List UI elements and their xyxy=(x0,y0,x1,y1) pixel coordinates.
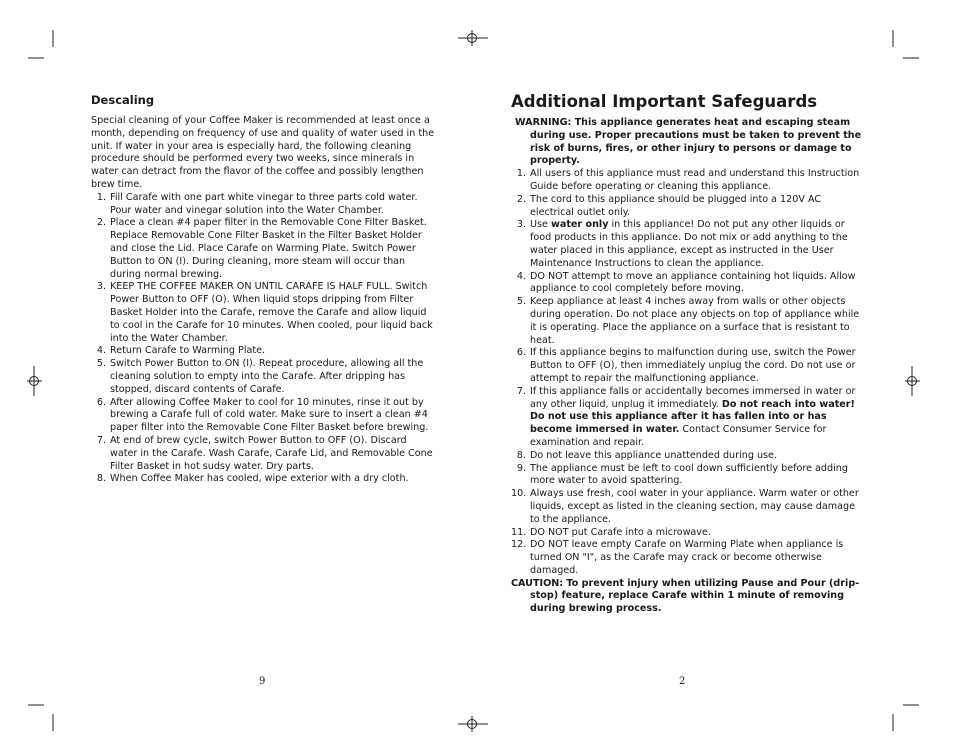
descaling-intro: Special cleaning of your Coffee Maker is recommended at least once a month, depending on frequency of use and quality of water used in the unit. If water in your area is especially hard, the following cleaning procedure should be performed every two weeks, since minerals in water can detract from the flavor of the coffee and possibly lengthen brew time. xyxy=(91,115,435,190)
list-item: 4. DO NOT attempt to move an appliance containing hot liquids. Allow appliance to cool completely before moving. xyxy=(516,270,856,295)
list-item: 2. The cord to this appliance should be plugged into a 120V AC electrical outlet only. xyxy=(516,193,822,218)
list-item: 10. Always use fresh, cool water in your appliance. Warm water or other liquids, except as listed in the cleaning section, may cause damage to the appliance. xyxy=(511,488,859,525)
registration-mark-top xyxy=(458,30,488,46)
list-item: 8. When Coffee Maker has cooled, wipe exterior with a dry cloth. xyxy=(96,473,409,485)
list-item: 9. The appliance must be left to cool down sufficiently before adding more water to avoid spattering. xyxy=(516,462,848,487)
left-page xyxy=(91,92,436,486)
list-item: 5. Keep appliance at least 4 inches away from walls or other objects during operation. Do not place any objects on top of appliance while it is operating. Place the appliance on a surface that is resistant to heat. xyxy=(516,296,860,346)
list-item: 6. If this appliance begins to malfunction during use, switch the Power Button to OFF (O), then immediately unplug the cord. Do not use or attempt to repair the malfunctioning appliance. xyxy=(516,347,856,384)
list-item: 7. At end of brew cycle, switch Power Button to OFF (O). Discard water in the Carafe. Wash Carafe, Carafe Lid, and Removable Cone Filter Basket in hot sudsy water. Dry parts. xyxy=(96,434,433,472)
list-item: 3. KEEP THE COFFEE MAKER ON UNTIL CARAFE IS HALF FULL. Switch Power Button to OFF (O). When liquid stops dripping from Filter Basket Holder into the Carafe, remove the Carafe and allow liquid to cool in the Carafe for 10 minutes. When cooled, pour liquid back into the Water Chamber. xyxy=(96,281,433,344)
caution-text: CAUTION: To prevent injury when utilizing Pause and Pour (drip-stop) feature, replace Carafe within 1 minute of removing during brewing process. xyxy=(511,577,860,615)
list-item: 11. DO NOT put Carafe into a microwave. xyxy=(511,526,711,538)
list-item: 6. After allowing Coffee Maker to cool for 10 minutes, rinse it out by brewing a Carafe full of cold water. Make sure to insert a clean #4 paper filter into the Removable Cone Filter Basket before brewing. xyxy=(96,396,429,434)
page-number-left: 9 xyxy=(259,676,266,687)
list-item: 1. All users of this appliance must read and understand this Instruction Guide before operating or cleaning this appliance. xyxy=(516,168,860,192)
list-item: 5. Switch Power Button to ON (I). Repeat procedure, allowing all the cleaning solution to empty into the Carafe. After dripping has stopped, discard contents of Carafe. xyxy=(96,358,424,395)
list-item: 4. Return Carafe to Warming Plate. xyxy=(96,345,266,357)
safeguards-heading: Additional Important Safeguards xyxy=(511,92,818,111)
registration-mark-left xyxy=(27,366,42,396)
list-item: 2. Place a clean #4 paper filter in the Removable Cone Filter Basket. Replace Removable Cone Filter Basket in the Filter Basket Holder and close the Lid. Place Carafe on Warming Plate. Switch Power Button to ON (I). During cleaning, more steam will occur than during normal brewing. xyxy=(96,217,427,280)
list-item: 1. Fill Carafe with one part white vinegar to three parts cold water. Pour water and vinegar solution into the Water Chamber. xyxy=(96,191,418,216)
list-item: 12. DO NOT leave empty Carafe on Warming Plate when appliance is turned ON "I", as the Carafe may crack or become otherwise damaged. xyxy=(511,539,844,576)
list-item: 3. Use water only in this appliance! Do not put any other liquids or food products in this appliance. Do not mix or add anything to the water placed in this appliance, except as instructed in the User Maintenance Instructions to clean the appliance. xyxy=(516,219,848,269)
list-item: 7. If this appliance falls or accidentally becomes immersed in water or any other liquid, unplug it immediately. Do not reach into water! Do not use this appliance after it has fallen into or has become immersed in water. Contact Consumer Service for examination and repair. xyxy=(516,385,856,448)
safeguards-list xyxy=(511,168,867,578)
registration-mark-right xyxy=(905,366,920,396)
page-number-right: 2 xyxy=(679,676,686,687)
list-item: 8. Do not leave this appliance unattended during use. xyxy=(516,449,777,461)
warning-text: WARNING: This appliance generates heat and escaping steam during use. Proper precautions must be taken to prevent the risk of burns, fires, or other injury to persons or damage to property. xyxy=(515,117,862,167)
right-page xyxy=(511,92,867,616)
descaling-steps xyxy=(91,192,436,486)
registration-mark-bottom xyxy=(458,716,488,732)
descaling-heading: Descaling xyxy=(91,93,155,107)
